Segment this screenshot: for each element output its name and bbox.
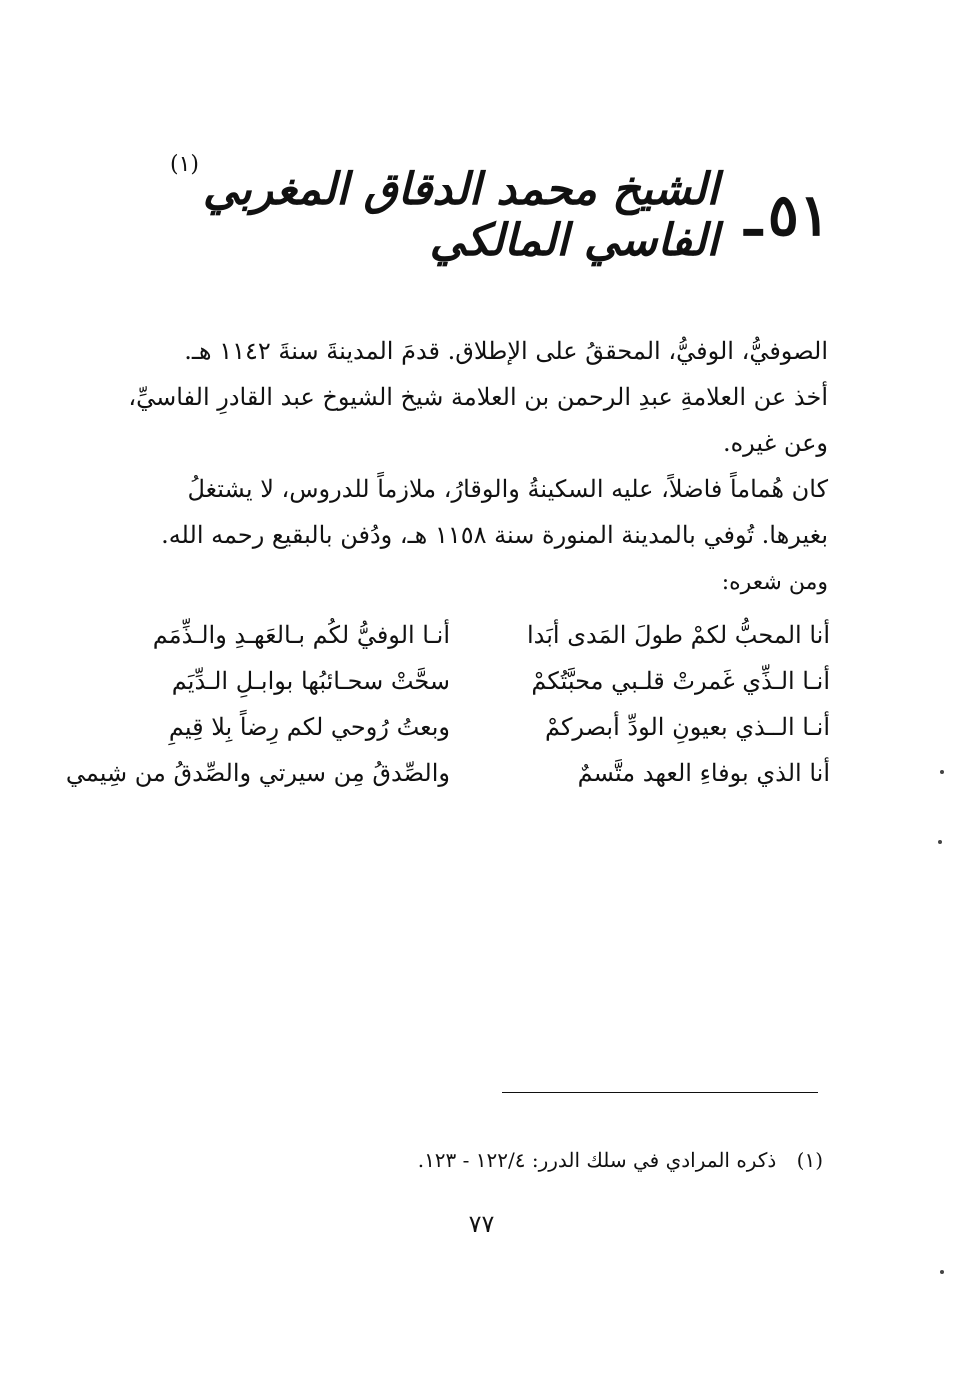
- text-line: كان هُماماً فاضلاً، عليه السكينةُ والوقارُ، ملازماً للدروس، لا يشتغلُ: [187, 475, 828, 503]
- entry-number: ٥١: [767, 181, 830, 249]
- text-line: الصوفيُّ، الوفيُّ، المحققُ على الإطلاق. قدمَ المدينةَ سنةَ ١١٤٢ هـ.: [184, 337, 828, 365]
- biography-paragraph: [128, 466, 828, 558]
- verse-first-half: أنـا الــذي بعيونِ الودِّ أبصركمْ: [544, 713, 830, 741]
- entry-heading: [150, 152, 830, 270]
- poem: [65, 612, 830, 796]
- poetry-intro: [128, 560, 828, 606]
- verse-first-half: أنا الذي بوفاءِ العهد متَّسمٌ: [577, 759, 830, 787]
- scan-speck: [940, 770, 944, 774]
- footnote: [418, 1148, 823, 1172]
- biography-paragraph: [128, 328, 828, 466]
- text-line: ومن شعره:: [721, 570, 828, 595]
- poem-verse: [130, 704, 830, 750]
- page-number: ٧٧: [468, 1210, 495, 1238]
- text-line: وعن غيره.: [722, 429, 828, 457]
- entry-dash: ـ: [744, 181, 762, 249]
- footnote-reference: (١): [170, 152, 200, 177]
- scan-speck: [938, 840, 942, 844]
- verse-second-half: أنـا الوفيُّ لكُم بـالعَهـدِ والـذِّمَم: [152, 621, 450, 649]
- entry-title: الشيخ محمد الدقاق المغربي الفاسي المالكي: [202, 164, 719, 266]
- footnote-text: ذكره المرادي في سلك الدرر: ١٢٢/٤ - ١٢٣.: [417, 1148, 777, 1172]
- text-line: أخذ عن العلامةِ عبدِ الرحمن بن العلامة شيخ الشيوخ عبد القادرِ الفاسيِّ،: [128, 383, 828, 411]
- verse-first-half: أنـا الـذِّي غَمرتْ قلـبي محبَّتُكمْ: [531, 667, 830, 695]
- text-line: بغيرها. تُوفي بالمدينة المنورة سنة ١١٥٨ هـ، ودُفن بالبقيع رحمه الله.: [161, 521, 828, 549]
- poem-verse: [130, 612, 830, 658]
- scan-speck: [940, 1270, 944, 1274]
- poem-verse: [65, 750, 830, 796]
- poem-verse: [130, 658, 830, 704]
- verse-second-half: وبعتُ رُوحي لكم رِضاً بِلا قِيمِ: [168, 713, 450, 741]
- footnote-divider: [502, 1092, 818, 1093]
- verse-second-half: والصِّدقُ مِن سيرتي والصِّدقُ من شِيمي: [65, 759, 450, 787]
- verse-second-half: سحَّتْ سحـائبُها بوابـلِ الـدِّيَم: [171, 667, 450, 695]
- verse-first-half: أنا المحبُّ لكمْ طولَ المَدى أبَدا: [526, 621, 830, 649]
- footnote-mark: (١): [796, 1148, 823, 1172]
